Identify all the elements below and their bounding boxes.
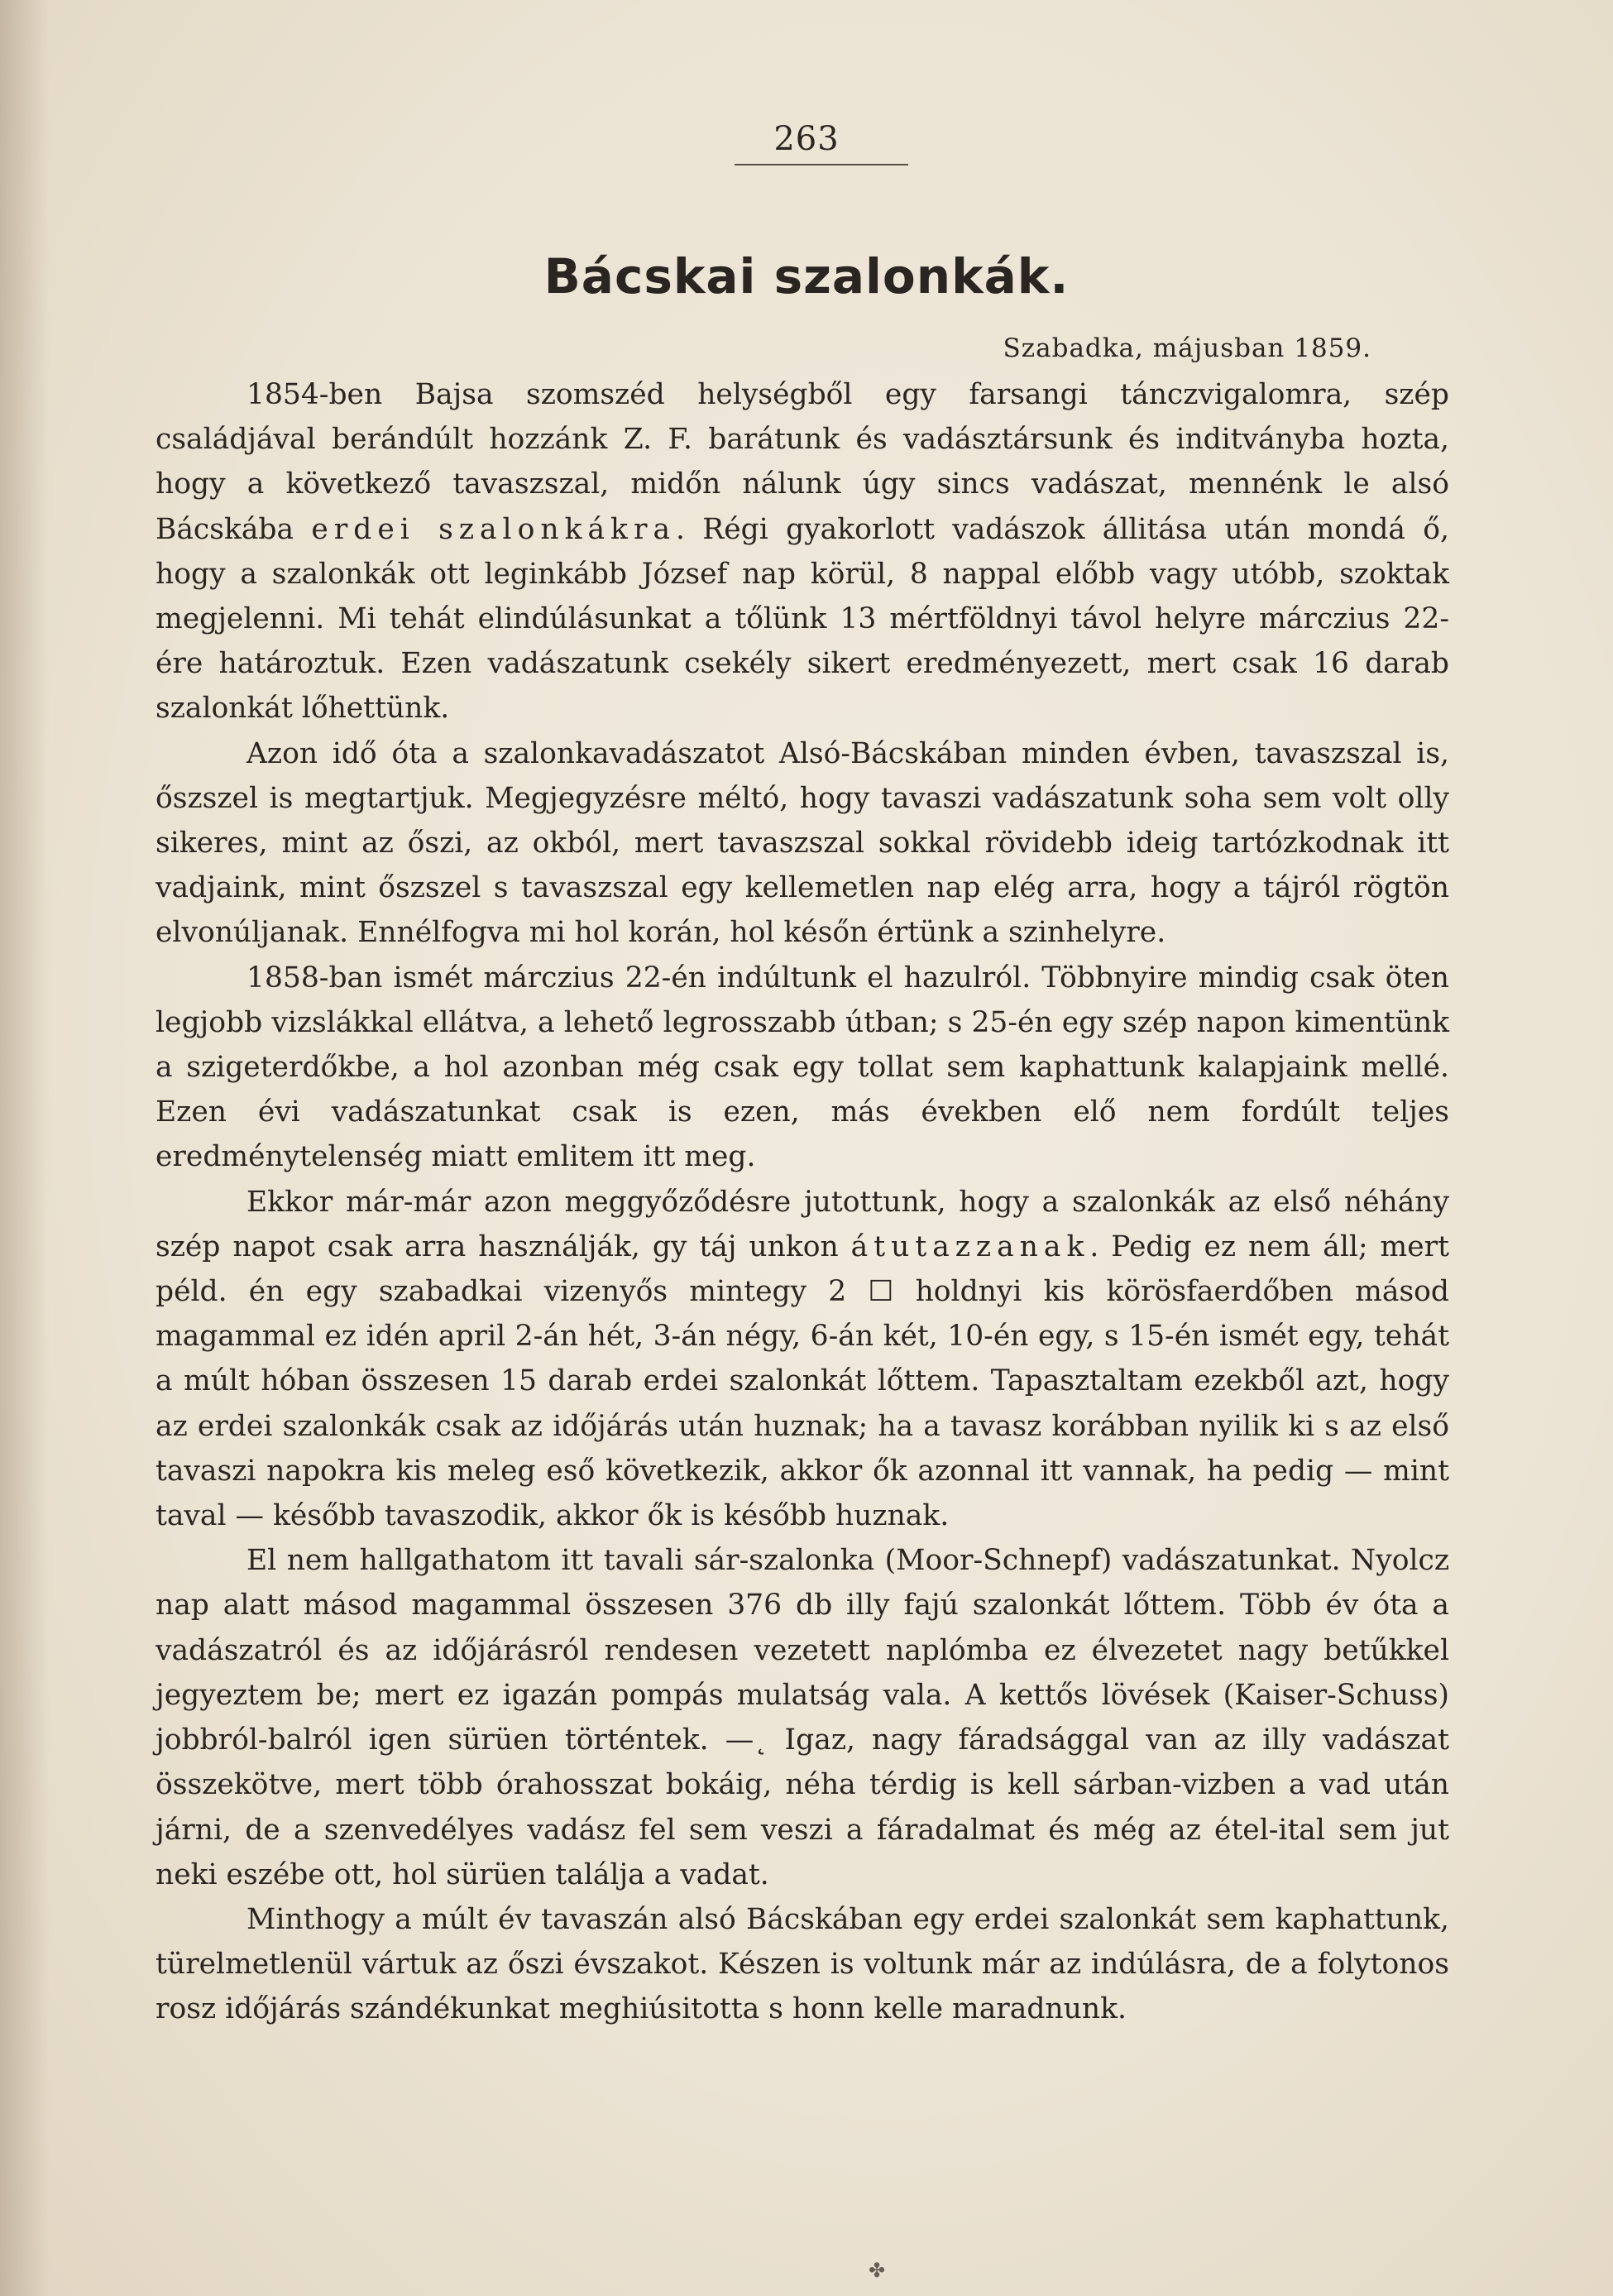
paragraph-text: Minthogy a múlt év tavaszán alsó Bácskában egy erdei szalonkát sem kaphattunk, türelmetlenül vártuk az őszi évszakot. Készen is voltunk már az indúlásra, de a folytonos rosz időjárás szándékunkat meghiúsitotta s honn kelle maradnunk. [156, 1902, 1449, 2026]
paragraph [156, 956, 1449, 1180]
bottom-ornament-mark: ✤ [869, 2259, 886, 2282]
paragraph-text: 1858-ban ismét márczius 22-én indúltunk el hazulról. Többnyire mindig csak öten legjobb vizslákkal ellátva, a lehető legrosszabb útban; s 25-én egy szép napon kimentünk a szigeterdőkbe, a hol azonban még csak egy tollat sem kaphattunk kalapjaink mellé. Ezen évi vadászatunkat csak is ezen, más években elő nem fordúlt teljes eredménytelenség miatt emlitem itt meg. [156, 961, 1449, 1174]
article-title: Bácskai szalonkák. [543, 248, 1070, 304]
paragraph-text: Ekkor már-már azon meggyőződésre jutottunk, hogy a szalonkák az első néhány szép napot csak arra használják, gy táj unkon [156, 1185, 1449, 1263]
paragraph [156, 372, 1449, 731]
paragraph [156, 731, 1449, 956]
page-number: 263 [773, 120, 840, 158]
article-body [156, 372, 1449, 2032]
paragraph [156, 1538, 1449, 1897]
paragraph-text: Azon idő óta a szalonkavadászatot Alsó-Bácskában minden évben, tavaszszal is, őszszel is megtartjuk. Megjegyzésre méltó, hogy tavaszi vadászatunk soha sem volt olly sikeres, mint az őszi, az okból, mert tavaszszal sokkal rövidebb ideig tartózkodnak itt vadjaink, mint őszszel s tavaszszal egy kellemetlen nap elég arra, hogy a tájról rögtön elvonúljanak. Ennélfogva mi hol korán, hol későn értünk a szinhelyre. [156, 736, 1449, 950]
paragraph [156, 1180, 1449, 1539]
paragraph-text: . Régi gyakorlott vadászok állitása után mondá ő, hogy a szalonkák ott leginkább József nap körül, 8 nappal előbb vagy utóbb, szoktak megjelenni. Mi tehát elindúlásunkat a tőlünk 13 mértföldnyi távol helyre márczius 22-ére határoztuk. Ezen vadászatunk csekély sikert eredményezett, mert csak 16 darab szalonkát lőhettünk. [156, 512, 1450, 726]
dateline: Szabadka, májusban 1859. [1003, 333, 1371, 363]
spaced-phrase: átutazzanak [850, 1229, 1090, 1263]
gutter-shadow [0, 0, 50, 2296]
paragraph-text: 1854-ben Bajsa szomszéd helységből egy farsangi tánczvigalomra, szép családjával berándúlt hozzánk Z. F. barátunk és vadásztársunk és inditványba hozta, hogy a következő tavaszszal, midőn nálunk úgy sincs vadászat, mennénk le alsó Bácskába [156, 378, 1449, 546]
paragraph [156, 1897, 1449, 2032]
paragraph-text: El nem hallgathatom itt tavali sár-szalonka (Moor-Schnepf) vadászatunkat. Nyolcz nap alatt másod magammal összesen 376 db illy fajú szalonkát lőttem. Több év óta a vadászatról és az időjárásról rendesen vezetett naplómba ez élvezetet nagy betűkkel jegyeztem be; mert ez igazán pompás mulatság vala. A kettős lövések (Kaiser-Schuss) jobbról-balról igen sürüen történtek. —˛ Igaz, nagy fáradsággal van az illy vadászat összekötve, mert több órahosszat bokáig, néha térdig is kell sárban-vizben a vad után járni, de a szenvedélyes vadász fel sem veszi a fáradalmat és még az étel-ital sem jut neki eszébe ott, hol sürüen találja a vadat. [156, 1544, 1449, 1891]
spaced-phrase: erdei szalonkákra [311, 512, 677, 546]
page-number-rule [735, 164, 908, 165]
paragraph-text: . Pedig ez nem áll; mert péld. én egy szabadkai vizenyős mintegy 2 ☐ holdnyi kis körösfaerdőben másod magammal ez idén april 2-án hét, 3-án négy, 6-án két, 10-én egy, s 15-én ismét egy, tehát a múlt hóban összesen 15 darab erdei szalonkát lőttem. Tapasztaltam ezekből azt, hogy az erdei szalonkák csak az időjárás után huznak; ha a tavasz korábban nyilik ki s az első tavaszi napokra kis meleg eső következik, akkor ők azonnal itt vannak, ha pedig — mint taval — később tavaszodik, akkor ők is később huznak. [156, 1229, 1449, 1533]
